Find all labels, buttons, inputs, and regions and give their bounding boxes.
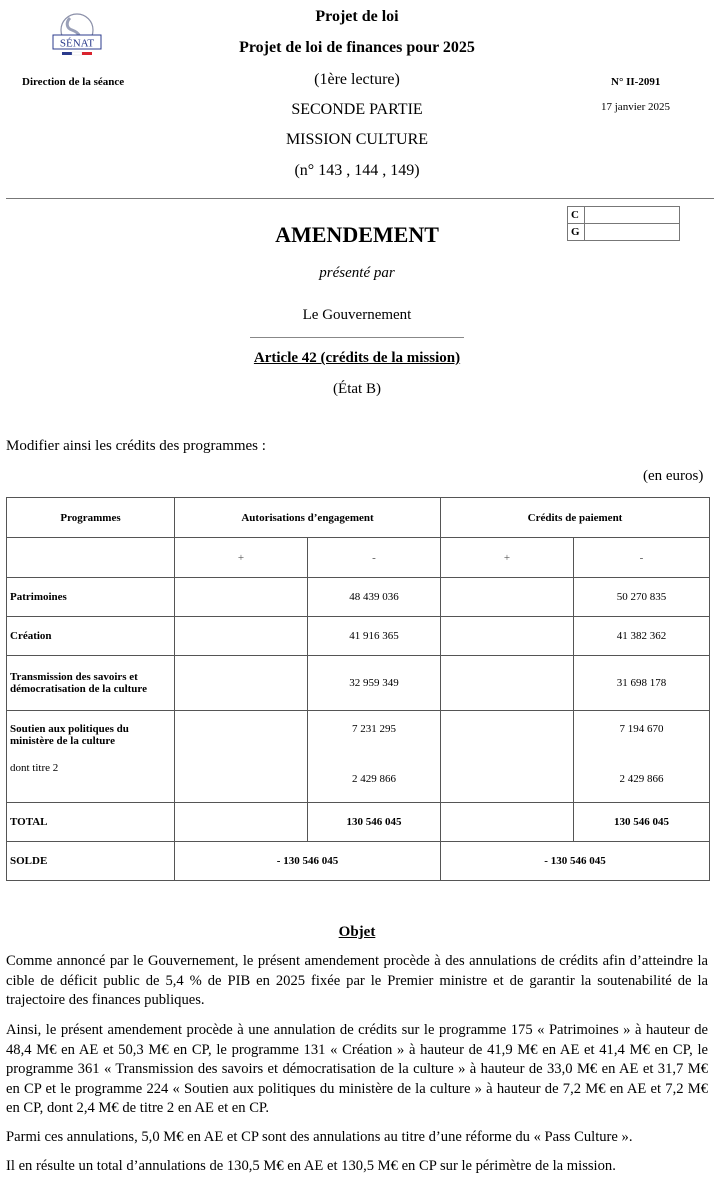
ae-plus-cell — [175, 656, 308, 711]
solde-label: SOLDE — [7, 842, 175, 881]
cp-plus-cell — [441, 711, 574, 803]
doc-type: Projet de loi — [315, 8, 399, 25]
cp-sub-value: 2 429 866 — [619, 773, 664, 785]
table-row — [7, 656, 710, 711]
cp-minus-cell: 31 698 178 — [574, 656, 710, 711]
subheader-empty — [7, 538, 175, 578]
ae-minus-cell: 48 439 036 — [308, 578, 441, 617]
c-label: C — [568, 207, 585, 224]
table-row — [7, 578, 710, 617]
cp-plus-header: + — [441, 538, 574, 578]
ae-minus-header: - — [308, 538, 441, 578]
objet-paragraph: Il en résulte un total d’annulations de 130,5 M€ en AE et 130,5 M€ en CP sur le périmètre de la mission. — [6, 1158, 616, 1174]
solde-cp: - 130 546 045 — [441, 842, 710, 881]
ae-plus-cell — [175, 578, 308, 617]
table-header-row — [7, 498, 710, 538]
cp-minus-cell: 41 382 362 — [574, 617, 710, 656]
ae-sub-value: 2 429 866 — [352, 773, 396, 785]
credits-table — [6, 497, 710, 881]
part: SECONDE PARTIE — [291, 101, 423, 118]
cp-plus-cell — [441, 803, 574, 842]
header-ae: Autorisations d’engagement — [175, 498, 441, 538]
mission: MISSION CULTURE — [285, 131, 429, 148]
cp-plus-cell — [441, 617, 574, 656]
ae-minus-cell: 32 959 349 — [308, 656, 441, 711]
row-label: Patrimoines — [7, 578, 175, 617]
author: Le Gouvernement — [302, 307, 412, 323]
unit-label: (en euros) — [643, 468, 704, 484]
header-programmes: Programmes — [7, 498, 175, 538]
objet-title: Objet — [338, 924, 376, 940]
ae-plus-cell — [175, 617, 308, 656]
solde-row — [7, 842, 710, 881]
cp-minus-header: - — [574, 538, 710, 578]
header-cp: Crédits de paiement — [441, 498, 710, 538]
doc-title: Projet de loi de finances pour 2025 — [239, 39, 475, 56]
total-cp: 130 546 045 — [574, 803, 710, 842]
cp-minus-cell: 50 270 835 — [574, 578, 710, 617]
cp-plus-cell — [441, 578, 574, 617]
amendment-date: 17 janvier 2025 — [601, 101, 671, 113]
header-divider — [6, 198, 714, 199]
total-row — [7, 803, 710, 842]
row-sub-label: dont titre 2 — [10, 762, 59, 774]
reading: (1ère lecture) — [314, 71, 400, 88]
ae-plus-cell — [175, 711, 308, 803]
objet-paragraph: Parmi ces annulations, 5,0 M€ en AE et CP sont des annulations au titre d’une réforme du « Pass Culture ». — [6, 1129, 633, 1145]
cp-plus-cell — [441, 656, 574, 711]
table-subheader-row — [7, 538, 710, 578]
table-row — [7, 617, 710, 656]
ae-plus-cell — [175, 803, 308, 842]
total-ae: 130 546 045 — [308, 803, 441, 842]
logo-text: SÉNAT — [59, 37, 95, 50]
amendment-heading: AMENDEMENT — [275, 222, 439, 247]
total-label: TOTAL — [7, 803, 175, 842]
row-label: Soutien aux politiques du ministère de la culture — [10, 723, 129, 747]
cp-minus-value: 7 194 670 — [619, 723, 664, 735]
objet-paragraph: Comme annoncé par le Gouvernement, le présent amendement procède à des annulations de crédits afin d’atteindre la cible de déficit public de 5,4 % de PIB en 2025 fixée par le Premier ministre et de garantir la soutenabilité de la trajectoire des finances publiques. — [6, 953, 708, 1008]
direction-label: Direction de la séance — [22, 76, 125, 88]
table-row — [7, 711, 710, 803]
presented-by: présenté par — [319, 265, 395, 281]
ae-minus-cell: 41 916 365 — [308, 617, 441, 656]
g-label: G — [568, 224, 585, 241]
ae-minus-value: 7 231 295 — [352, 723, 396, 735]
row-label: Transmission des savoirs et démocratisation de la culture — [7, 656, 175, 711]
intro-text: Modifier ainsi les crédits des programmes : — [6, 438, 266, 454]
c-value — [585, 207, 680, 224]
cp-minus-cell — [574, 711, 710, 803]
row-label: Création — [7, 617, 175, 656]
amendment-number: N° II-2091 — [611, 76, 661, 88]
author-divider — [250, 337, 464, 338]
ae-plus-header: + — [175, 538, 308, 578]
etat-label: (État B) — [333, 381, 381, 397]
solde-ae: - 130 546 045 — [175, 842, 441, 881]
row-label-cell — [7, 711, 175, 803]
objet-paragraph: Ainsi, le présent amendement procède à une annulation de crédits sur le programme 175 « Patrimoines » à hauteur de 48,4 M€ en AE et 50,3 M€ en CP, le programme 131 « Création » à hauteur de 41,9 M€ en AE et 41,4 M€ en CP, le programme 361 « Transmission des savoirs et démocratisation de la culture » à hauteur de 33,0 M€ en AE et 31,7 M€ en CP et le programme 224 « Soutien aux politiques du ministère de la culture » à hauteur de 7,2 M€ en AE et 7,2 M€ en CP, dont 2,4 M€ de titre 2 en AE et en CP. — [6, 1022, 708, 1116]
article-title: Article 42 (crédits de la mission) — [253, 350, 461, 366]
ae-minus-cell — [308, 711, 441, 803]
texts-numbers: (n° 143 , 144 , 149) — [294, 162, 420, 179]
